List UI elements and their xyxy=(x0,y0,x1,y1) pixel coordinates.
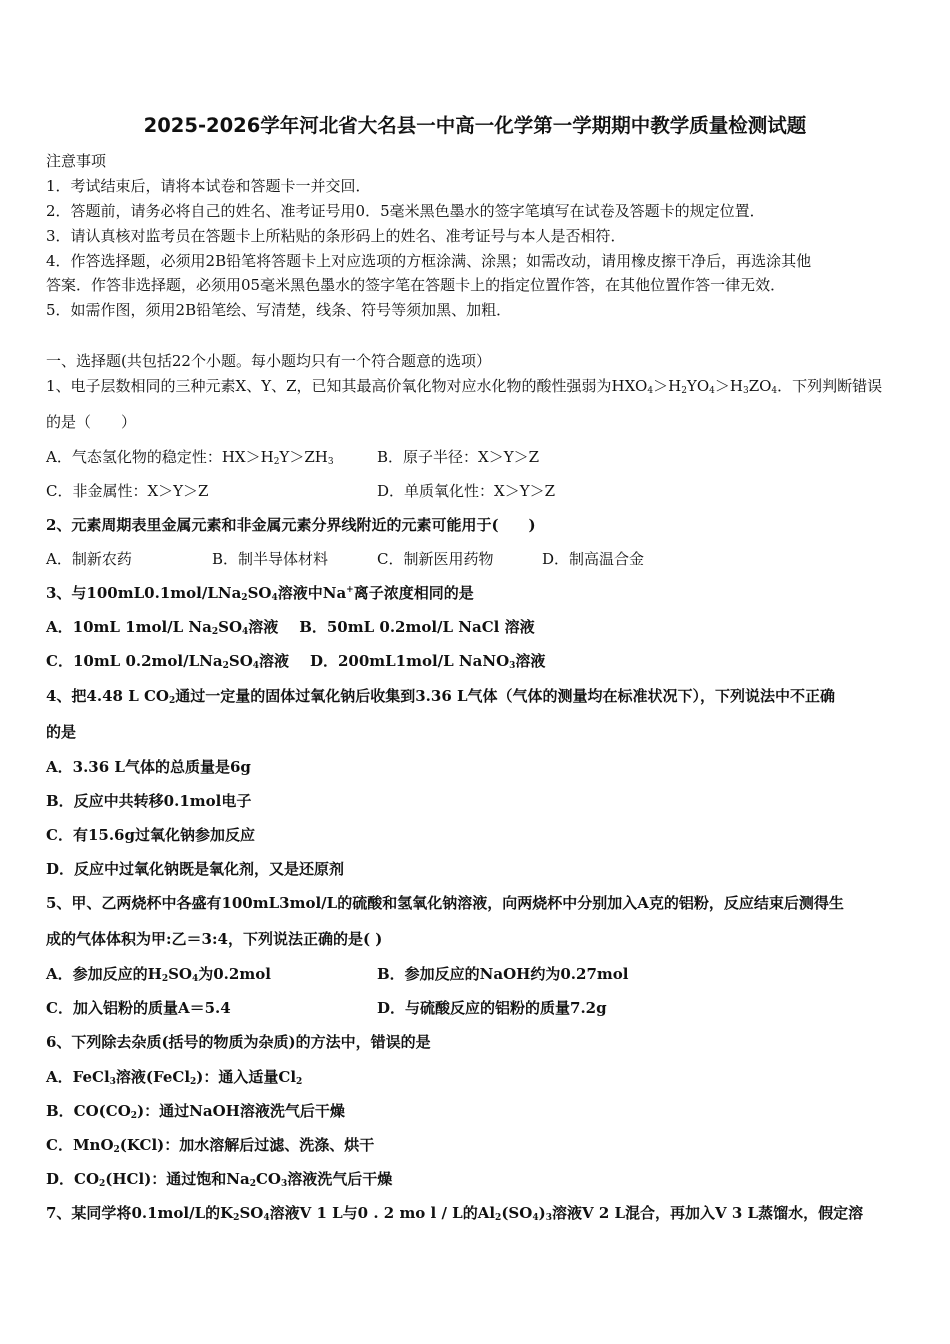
option-a[interactable]: A．气态氢化物的稳定性：$HX>H_2Y>ZH_3$ xyxy=(46,448,334,467)
option-c[interactable]: C．有15.6g过氧化钠参加反应 xyxy=(46,826,255,844)
option-d[interactable]: D．$CO_2(HCl)$：通过饱和$Na_2CO_3$溶液洗气后干燥 xyxy=(46,1170,393,1189)
question-stem-cont: 的是（ ） xyxy=(46,413,137,431)
option-a-b[interactable]: A．10mL 1mol/L $Na_2SO_4$溶液 B．50mL 0.2mol/L NaCl 溶液 xyxy=(46,618,535,637)
question-stem: 6、下列除去杂质(括号的物质为杂质)的方法中，错误的是 xyxy=(46,1033,431,1051)
question-stem-cont: 成的气体体积为甲:乙＝3:4，下列说法正确的是( ) xyxy=(46,930,383,948)
option-b[interactable]: B．$CO(CO_2)$：通过NaOH溶液洗气后干燥 xyxy=(46,1102,345,1121)
option-a[interactable]: A．3.36 L气体的总质量是6g xyxy=(46,758,251,776)
option-c[interactable]: C．制新医用药物 xyxy=(377,550,494,568)
option-d[interactable]: D．与硫酸反应的铝粉的质量7.2g xyxy=(377,999,607,1017)
option-d[interactable]: D．制高温合金 xyxy=(542,550,645,568)
question-stem: 7、某同学将0.1mol/L的$K_2SO_4$溶液V 1 L与0 . 2 mo l / L的$Al_2(SO_4)_3$溶液V 2 L混合，再加入V 3 L蒸馏水，假定溶 xyxy=(46,1204,864,1223)
option-b[interactable]: B．原子半径：X＞Y＞Z xyxy=(377,448,540,466)
question-stem: 3、与$100mL0.1mol/LNa_2SO_4$溶液中Na+离子浓度相同的是 xyxy=(46,584,474,603)
note-item: 3．请认真核对监考员在答题卡上所粘贴的条形码上的姓名、准考证号与本人是否相符． xyxy=(46,227,626,245)
option-c-d[interactable]: C．10mL $0.2mol/LNa_2SO_4$溶液 D．200mL1mol/L NaNO$_3$溶液 xyxy=(46,652,546,671)
option-a[interactable]: A．FeCl$_3$溶液(FeCl$_2$)：通入适量$Cl_2$ xyxy=(46,1068,303,1087)
section-heading: 一、选择题(共包括22个小题。每小题均只有一个符合题意的选项） xyxy=(46,352,491,370)
note-item: 5．如需作图，须用2B铅笔绘、写清楚，线条、符号等须加黑、加粗． xyxy=(46,301,512,319)
question-stem: 4、把4.48 L $CO_2$通过一定量的固体过氧化钠后收集到3.36 L气体（气体的测量均在标准状况下），下列说法中不正确 xyxy=(46,687,836,706)
note-item: 1．考试结束后，请将本试卷和答题卡一并交回． xyxy=(46,177,371,195)
option-a[interactable]: A．参加反应的$H_2SO_4$为0.2mol xyxy=(46,965,271,984)
option-b[interactable]: B．参加反应的NaOH约为0.27mol xyxy=(377,965,629,983)
option-a[interactable]: A．制新农药 xyxy=(46,550,132,568)
option-c[interactable]: C．加入铝粉的质量A＝5.4 xyxy=(46,999,231,1017)
option-b[interactable]: B．制半导体材料 xyxy=(212,550,329,568)
option-d[interactable]: D．单质氧化性：X＞Y＞Z xyxy=(377,482,556,500)
note-item: 2．答题前，请务必将自己的姓名、准考证号用0．5毫米黑色墨水的签字笔填写在试卷及答题卡的规定位置． xyxy=(46,202,765,220)
note-item: 4．作答选择题，必须用2B铅笔将答题卡上对应选项的方框涂满、涂黑；如需改动，请用橡皮擦干净后，再选涂其他 xyxy=(46,252,812,270)
question-stem: 1、电子层数相同的三种元素X、Y、Z，已知其最高价氧化物对应水化物的酸性强弱为$HXO_4>H_2YO_4>H_3ZO_4$．下列判断错误 xyxy=(46,377,883,396)
option-b[interactable]: B．50mL 0.2mol/L NaCl 溶液 xyxy=(299,618,535,636)
option-c[interactable]: C．MnO$_2$(KCl)：加水溶解后过滤、洗涤、烘干 xyxy=(46,1136,375,1155)
page-title: 2025-2026学年河北省大名县一中高一化学第一学期期中教学质量检测试题 xyxy=(143,114,807,137)
question-stem: 2、元素周期表里金属元素和非金属元素分界线附近的元素可能用于( ) xyxy=(46,516,536,534)
question-stem-cont: 的是 xyxy=(46,723,77,741)
notes-heading: 注意事项 xyxy=(46,152,107,170)
option-d[interactable]: D．反应中过氧化钠既是氧化剂，又是还原剂 xyxy=(46,860,345,878)
option-c[interactable]: C．非金属性：X＞Y＞Z xyxy=(46,482,209,500)
question-stem: 5、甲、乙两烧杯中各盛有100mL3mol/L的硫酸和氢氧化钠溶液，向两烧杯中分别加入A克的铝粉，反应结束后测得生 xyxy=(46,894,844,912)
note-item: 答案．作答非选择题，必须用05毫米黑色墨水的签字笔在答题卡上的指定位置作答，在其他位置作答一律无效． xyxy=(46,276,786,294)
option-b[interactable]: B．反应中共转移0.1mol电子 xyxy=(46,792,252,810)
